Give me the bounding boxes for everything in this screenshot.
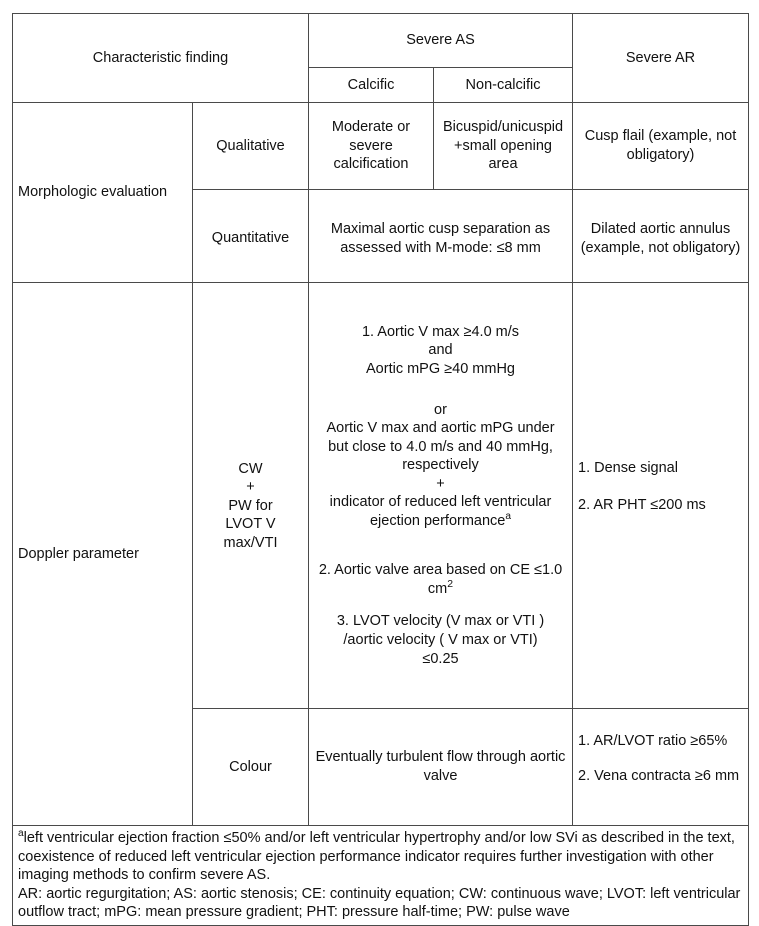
spacer-2 bbox=[314, 530, 567, 552]
as-item2-unit: cm bbox=[427, 580, 448, 597]
as-item1-line1: 1. Aortic V max ≥4.0 m/s bbox=[361, 323, 520, 340]
as-item2-line2 bbox=[314, 580, 567, 599]
cell-doppler-severe-as bbox=[309, 283, 573, 709]
row-label-morphologic-evaluation: Morphologic evaluation bbox=[13, 103, 193, 283]
cell-qualitative-calcific: Moderate or severe calcification bbox=[309, 103, 434, 190]
cell-quantitative-severe-as: Maximal aortic cusp separation as assessed with M-mode: ≤8 mm bbox=[309, 190, 573, 283]
ar-doppler-item-2: 2. AR PHT ≤200 ms bbox=[578, 496, 706, 513]
footnote-a bbox=[18, 829, 743, 885]
as-indicator-line1: indicator of reduced left ventricular bbox=[329, 494, 552, 511]
header-severe-as: Severe AS bbox=[309, 14, 573, 68]
as-indicator-line2-text: ejection performance bbox=[369, 512, 506, 529]
as-alt-line1: Aortic V max and aortic mPG under bbox=[326, 420, 555, 437]
as-plus: + bbox=[436, 475, 445, 492]
footnotes-cell bbox=[13, 826, 749, 926]
as-alt-line3: respectively bbox=[402, 457, 479, 474]
as-item3-line3: ≤0.25 bbox=[422, 650, 459, 667]
footnote-abbreviations: AR: aortic regurgitation; AS: aortic stenosis; CE: continuity equation; CW: continuous wave; LVOT: left ventricular outflow tract; mPG: mean pressure gradient; PHT: pressure half-time; PW: pulse wave bbox=[18, 885, 741, 921]
as-item3-line2: /aortic velocity ( V max or VTI) bbox=[343, 632, 538, 648]
as-alt-line2: but close to 4.0 m/s and 40 mmHg, bbox=[328, 438, 553, 455]
header-calcific: Calcific bbox=[309, 68, 434, 103]
cell-qualitative-non-calcific: Bicuspid/unicuspid +small opening area bbox=[434, 103, 573, 190]
footnote-marker-a: a bbox=[18, 828, 24, 840]
cell-colour-severe-as: Eventually turbulent flow through aortic valve bbox=[309, 709, 573, 826]
cw-pw-line-2: + bbox=[246, 479, 255, 496]
as-item2-exponent: 2 bbox=[447, 579, 454, 591]
cw-pw-line-3: PW for bbox=[228, 497, 273, 514]
table-row-footnotes bbox=[13, 826, 749, 926]
footnote-a-text: left ventricular ejection fraction ≤50% and/or left ventricular hypertrophy and/or low SVi as described in the text, coexistence of reduced left ventricular ejection performance indicator requires further investigation with other imaging methods to confirm severe AS. bbox=[18, 830, 735, 884]
sublabel-qualitative: Qualitative bbox=[193, 103, 309, 190]
sublabel-cw-pw bbox=[193, 283, 309, 709]
cell-qualitative-severe-ar: Cusp flail (example, not obligatory) bbox=[573, 103, 749, 190]
cw-pw-line-1: CW bbox=[238, 460, 263, 477]
spacer-2b bbox=[314, 552, 567, 561]
spacer-3 bbox=[314, 598, 567, 612]
header-non-calcific: Non-calcific bbox=[434, 68, 573, 103]
sublabel-colour: Colour bbox=[193, 709, 309, 826]
as-item1-line2: and bbox=[428, 342, 453, 359]
spacer-1 bbox=[314, 379, 567, 401]
footnote-marker-a-ref: a bbox=[505, 510, 512, 522]
cw-pw-line-5: max/VTI bbox=[223, 534, 278, 551]
sublabel-quantitative: Quantitative bbox=[193, 190, 309, 283]
table-row-qualitative bbox=[13, 103, 749, 190]
ar-colour-item-1: 1. AR/LVOT ratio ≥65% bbox=[578, 733, 728, 750]
cell-quantitative-severe-ar: Dilated aortic annulus (example, not obligatory) bbox=[573, 190, 749, 283]
as-or: or bbox=[434, 401, 447, 418]
as-item1-line3: Aortic mPG ≥40 mmHg bbox=[366, 360, 515, 377]
table-header-row-main bbox=[13, 14, 749, 68]
table-row-doppler-cw-pw bbox=[13, 283, 749, 709]
ar-colour-item-2: 2. Vena contracta ≥6 mm bbox=[578, 768, 740, 784]
ar-doppler-item-1: 1. Dense signal bbox=[578, 459, 678, 476]
cw-pw-line-4: LVOT V bbox=[225, 516, 276, 533]
characteristic-findings-table bbox=[12, 13, 749, 926]
cell-doppler-severe-ar bbox=[573, 283, 749, 709]
as-item2-line1: 2. Aortic valve area based on CE ≤1.0 bbox=[318, 562, 563, 579]
as-indicator-line2 bbox=[314, 512, 567, 531]
row-label-doppler-parameter: Doppler parameter bbox=[13, 283, 193, 826]
header-severe-ar: Severe AR bbox=[573, 14, 749, 103]
header-characteristic-finding: Characteristic finding bbox=[13, 14, 309, 103]
cell-colour-severe-ar bbox=[573, 709, 749, 826]
as-item3-line1: 3. LVOT velocity (V max or VTI ) bbox=[336, 613, 545, 630]
